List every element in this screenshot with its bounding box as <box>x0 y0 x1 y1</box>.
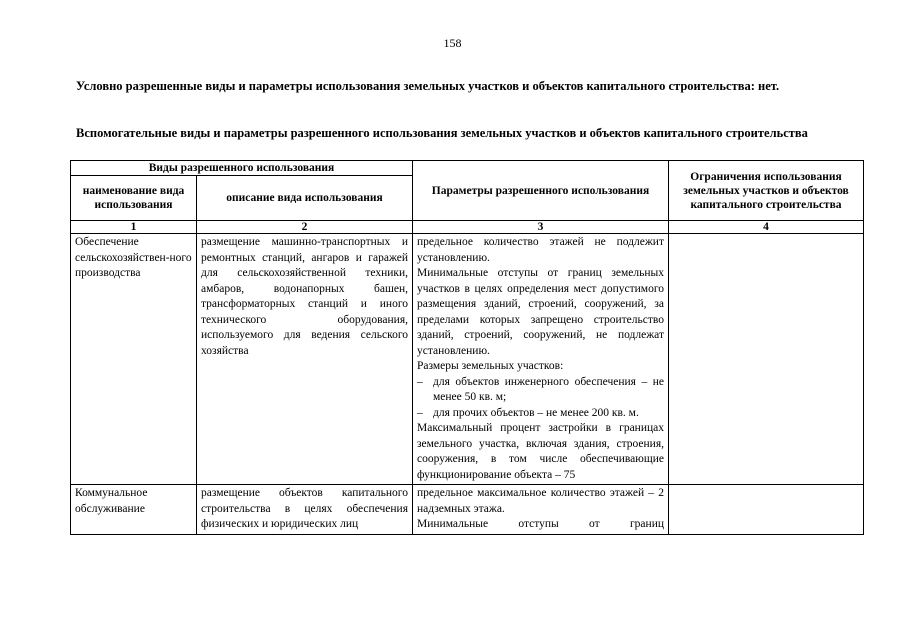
col2-header: описание вида использования <box>197 176 413 221</box>
param-setbacks: Минимальные отступы от границ <box>417 518 664 530</box>
col-number: 3 <box>413 221 669 234</box>
list-item <box>417 406 664 422</box>
param-setbacks: Минимальные отступы от границ земельных участков в целях определения мест допустимого размещения зданий, строений, сооружений, за пределами которых запрещено строительство зданий, строений, сооружений, не подлежат установлению. <box>417 267 664 357</box>
param-size-engineering: для объектов инженерного обеспечения – не менее 50 кв. м; <box>433 375 664 403</box>
use-name: Коммунальное обслуживание <box>71 485 197 535</box>
dash-bullet: – <box>417 406 423 419</box>
use-restrictions <box>669 234 864 485</box>
col-number: 2 <box>197 221 413 234</box>
use-name: Обеспечение сельскохозяйствен-ного производства <box>71 234 197 485</box>
param-size-other: для прочих объектов – не менее 200 кв. м. <box>433 406 639 419</box>
col1-header: наименование вида использования <box>71 176 197 221</box>
page-number: 158 <box>443 36 462 50</box>
use-restrictions <box>669 485 864 535</box>
param-coverage: Максимальный процент застройки в границах земельного участка, включая здания, строения, сооружения, в том числе обеспечивающие функционирование объекта – 75 <box>417 422 664 481</box>
param-sizes-label: Размеры земельных участков: <box>417 360 564 372</box>
use-description: размещение объектов капитального строительства в целях обеспечения физических и юридических лиц <box>197 485 413 535</box>
use-description: размещение машинно-транспортных и ремонтных станций, ангаров и гаражей для сельскохозяйственной техники, амбаров, водонапорных башен, трансформаторных станций и иного технического оборудования, используемого для ведения сельского хозяйства <box>197 234 413 485</box>
header-row-1 <box>71 161 864 176</box>
col-number: 1 <box>71 221 197 234</box>
use-parameters <box>413 234 669 485</box>
heading-conditional-uses: Условно разрешенные виды и параметры использования земельных участков и объектов капитального строительства: нет. <box>76 79 780 93</box>
col3-header: Параметры разрешенного использования <box>413 161 669 221</box>
dash-bullet: – <box>417 375 423 388</box>
heading-auxiliary-uses: Вспомогательные виды и параметры разрешенного использования земельных участков и объектов капитального строительства <box>76 126 808 140</box>
column-numbers-row <box>71 221 864 234</box>
col4-header: Ограничения использования земельных участков и объектов капитального строительства <box>669 161 864 221</box>
table-row <box>71 234 864 485</box>
land-use-table <box>70 160 864 535</box>
group-header: Виды разрешенного использования <box>71 161 413 176</box>
table-row <box>71 485 864 535</box>
param-floors: предельное максимальное количество этажей – 2 надземных этажа. <box>417 487 664 515</box>
list-item <box>417 375 664 406</box>
col-number: 4 <box>669 221 864 234</box>
use-parameters <box>413 485 669 535</box>
param-floors: предельное количество этажей не подлежит установлению. <box>417 236 664 264</box>
